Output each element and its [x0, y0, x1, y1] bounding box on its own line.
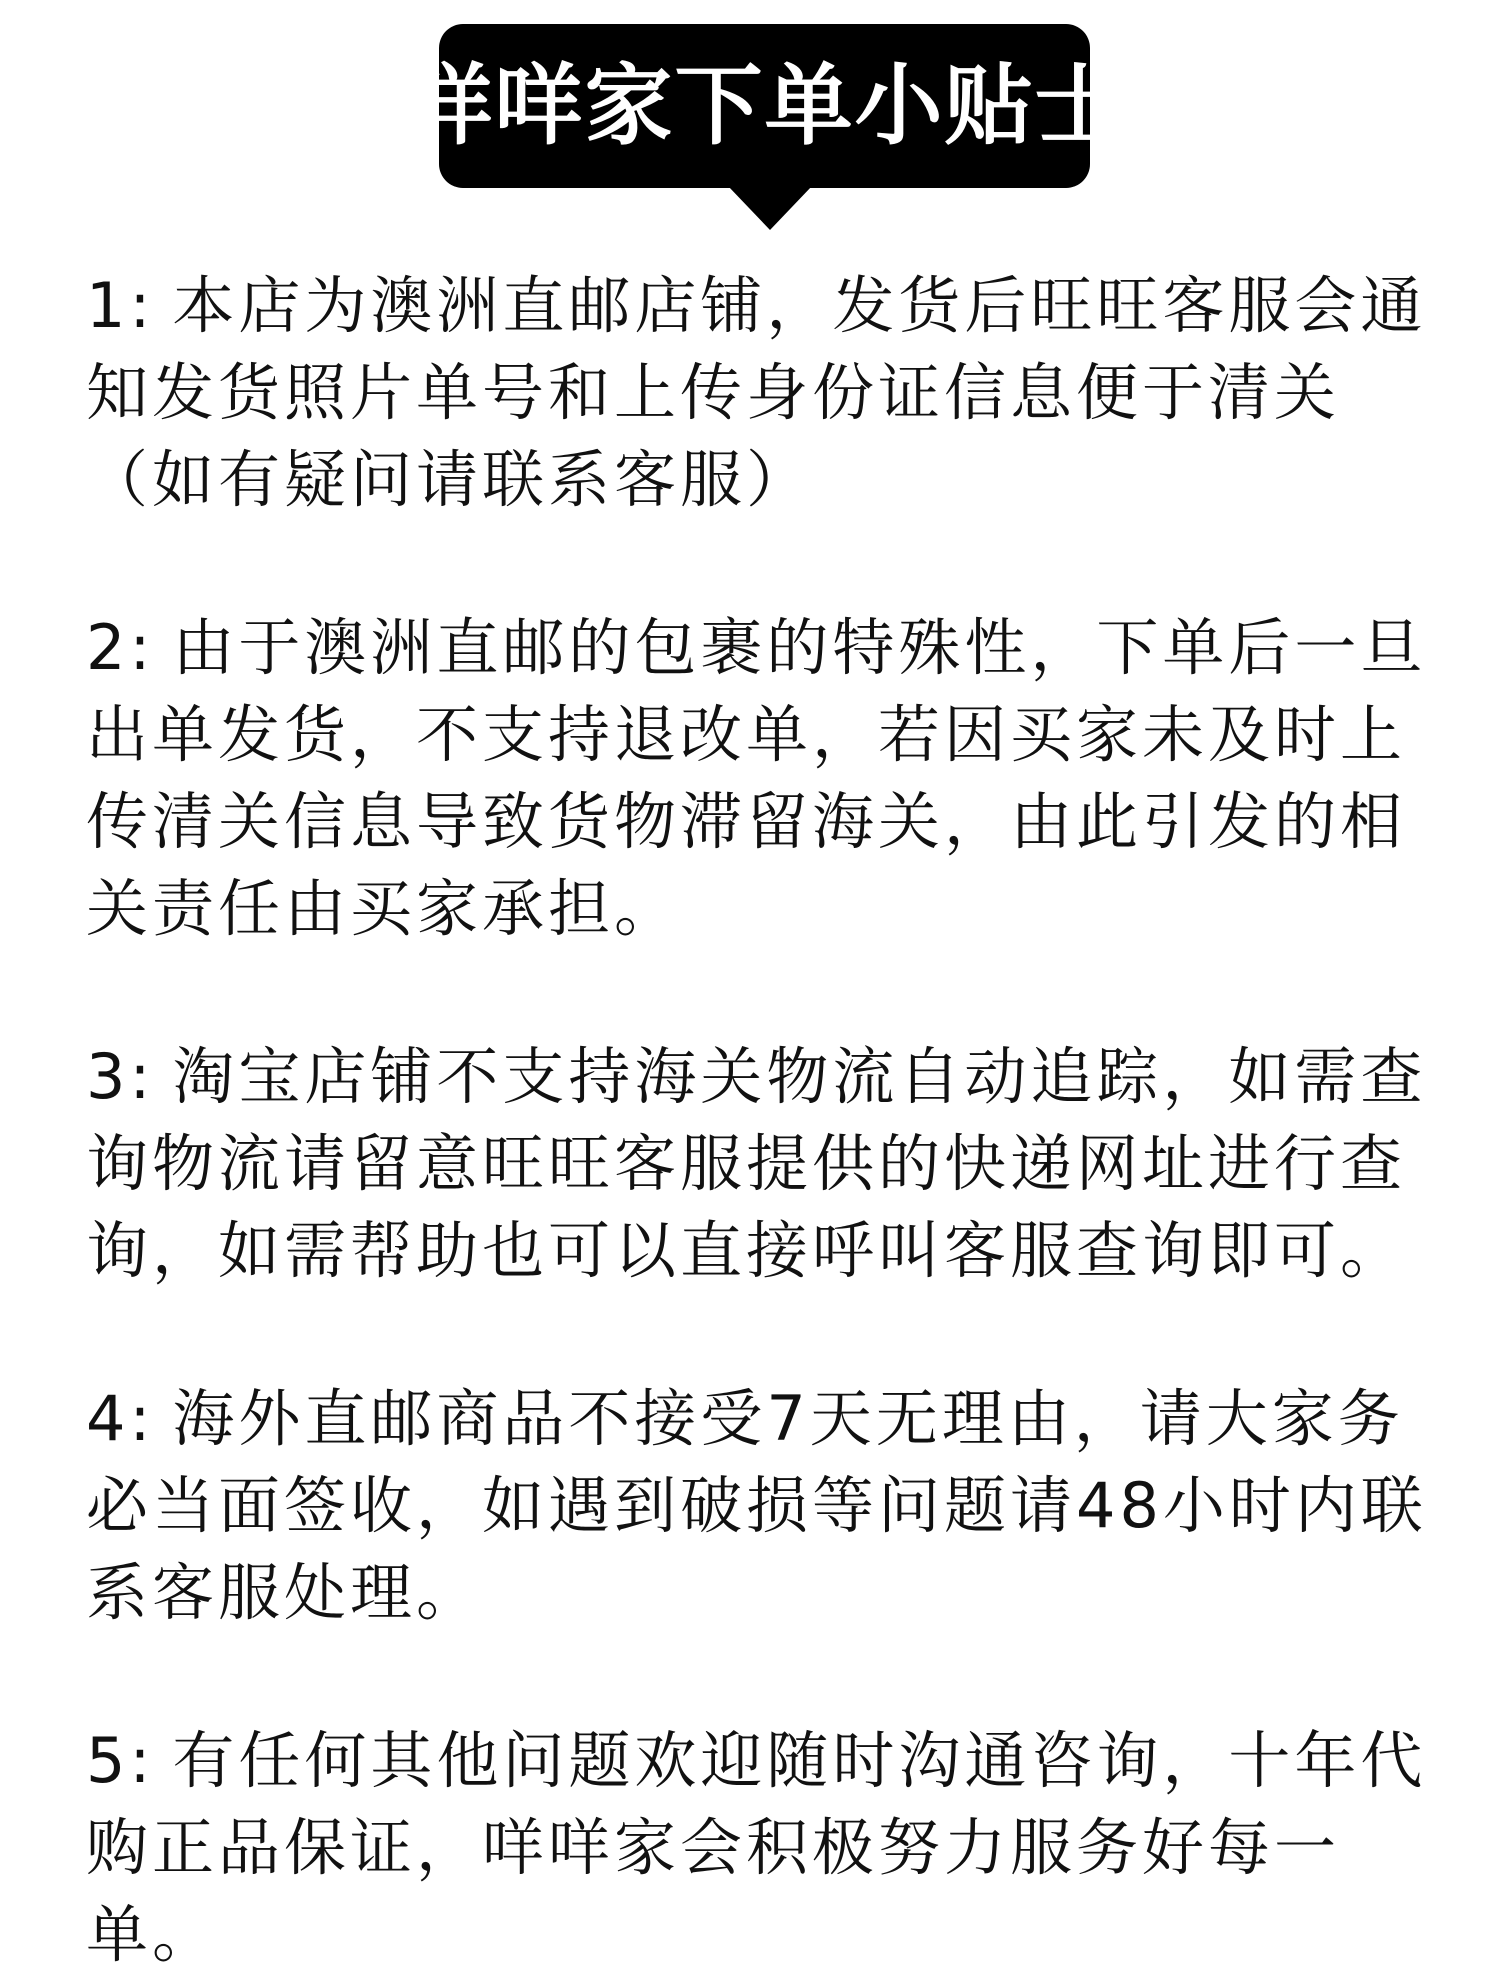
tip-text: 有任何其他问题欢迎随时沟通咨询，十年代购正品保证，咩咩家会积极努力服务好每一单。: [86, 1724, 1427, 1971]
tip-text: 海外直邮商品不接受7天无理由，请大家务必当面签收，如遇到破损等问题请48小时内联系客服处理。: [86, 1382, 1427, 1629]
tip-3: [86, 1033, 1446, 1294]
tip-number: 2:: [86, 611, 155, 684]
tip-text: 本店为澳洲直邮店铺，发货后旺旺客服会通知发货照片单号和上传身份证信息便于清关（如有疑问请联系客服）: [86, 269, 1427, 516]
title-bubble-pointer: [728, 186, 812, 230]
tip-2: [86, 604, 1446, 952]
title-bubble: [404, 24, 1125, 188]
tip-number: 3:: [86, 1040, 155, 1113]
tip-number: 1:: [86, 269, 155, 342]
tip-text: 由于澳洲直邮的包裹的特殊性，下单后一旦出单发货，不支持退改单，若因买家未及时上传清关信息导致货物滞留海关，由此引发的相关责任由买家承担。: [86, 611, 1427, 945]
tip-5: [86, 1717, 1446, 1978]
tip-number: 5:: [86, 1724, 155, 1797]
page-title: 咩咩家下单小贴士: [404, 54, 1125, 157]
tip-text: 淘宝店铺不支持海关物流自动追踪，如需查询物流请留意旺旺客服提供的快递网址进行查询，如需帮助也可以直接呼叫客服查询即可。: [86, 1040, 1427, 1287]
tip-number: 4:: [86, 1382, 155, 1455]
tip-4: [86, 1375, 1446, 1636]
tip-1: [86, 262, 1446, 523]
tips-list: [86, 262, 1446, 1978]
